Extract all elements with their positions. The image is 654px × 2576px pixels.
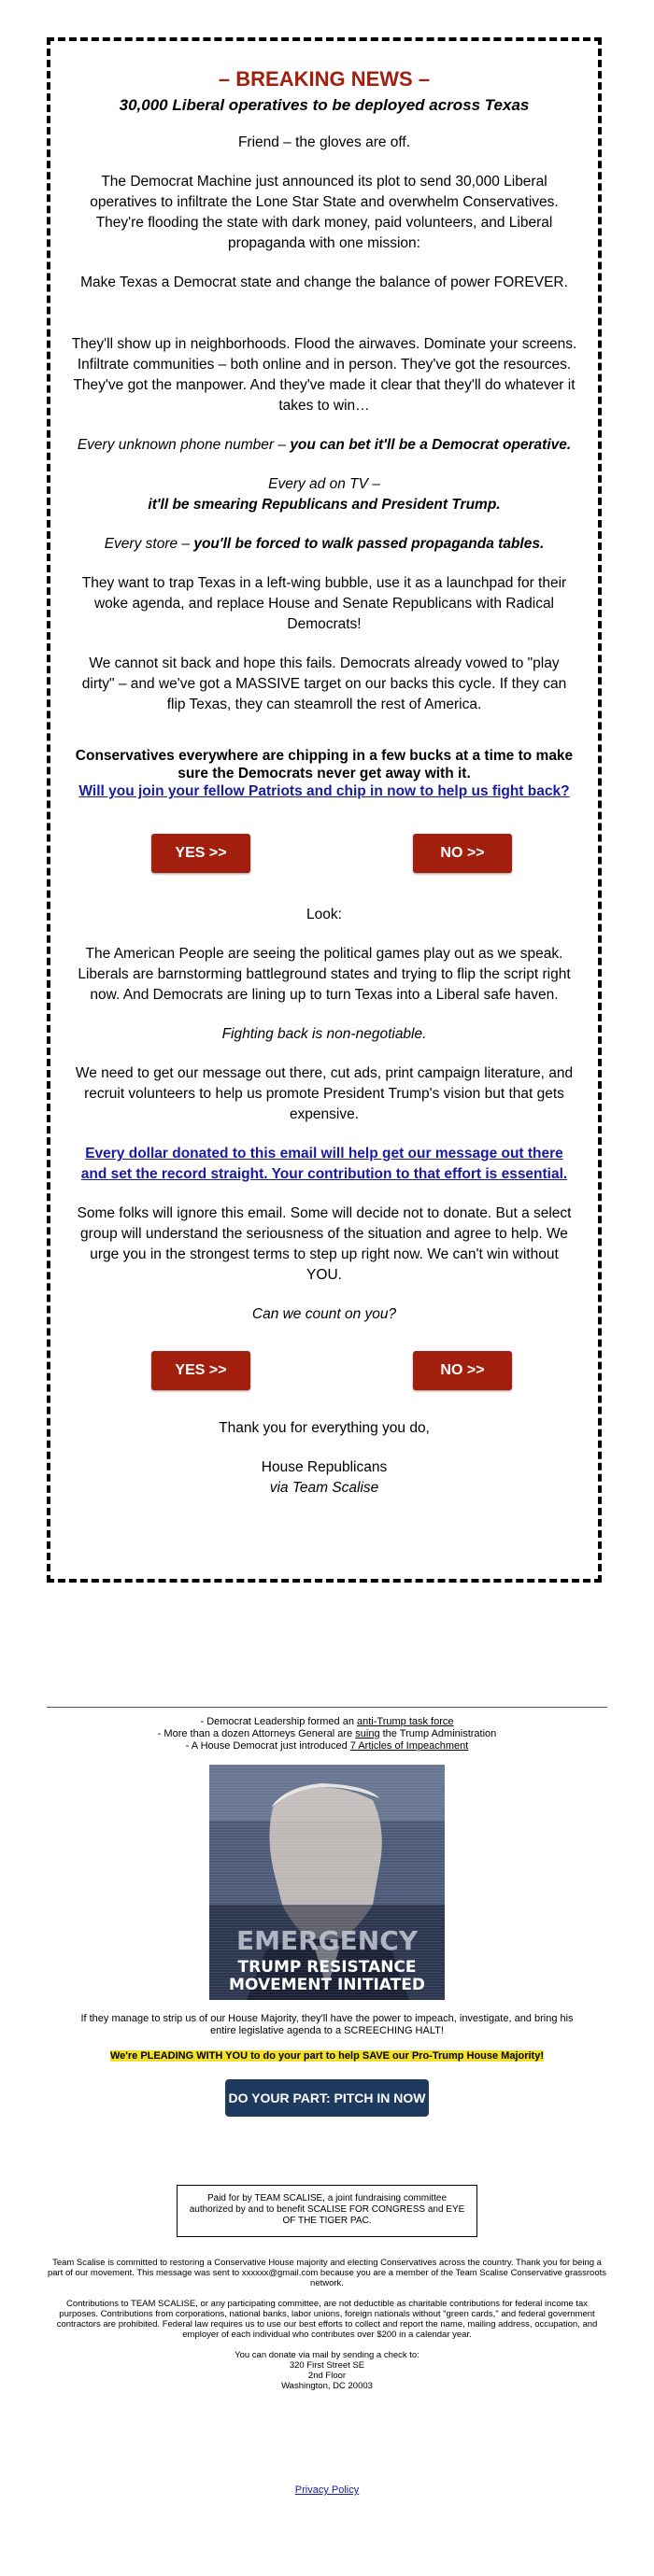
contribution-text: Contributions to TEAM SCALISE, or any participating committee, are not deductible as charitable contributions for federal income tax purposes. Contributions from corporations, national banks, labor unions, foreign nationals without "green cards," and federal government contractors are prohibited. Federal law requires us to use our best efforts to collect and report the name, mailing address, occupation, and employer of each individual who contributes over $200 in a calendar year.: [56, 2299, 598, 2340]
paragraph-8: We need to get our message out there, cut ads, print campaign literature, and recruit volunteers to help us promote President Trump's vision but that gets expensive.: [75, 1065, 574, 1122]
link-2-wrap: [71, 1144, 577, 1185]
bullet-2-text: - More than a dozen Attorneys General are: [157, 1728, 356, 1739]
paragraph-5: We cannot sit back and hope this fails. Democrats already vowed to "play dirty" – and we've got a MASSIVE target on our backs this cycle. If they can flip Texas, they can steamroll the rest of America.: [81, 655, 567, 712]
link-1-wrap: [71, 782, 577, 800]
bullet-2: [47, 1728, 607, 1740]
thanks: Thank you for everything you do,: [219, 1420, 430, 1436]
image-text-movement: MOVEMENT INITIATED: [229, 1976, 425, 1994]
mail-line-4: Washington, DC 20003: [281, 2381, 373, 2391]
paragraph-9: Some folks will ignore this email. Some will decide not to donate. But a select group will understand the seriousness of the situation and agree to help. We urge you in the strongest terms to step up right now. We can't win without YOU.: [77, 1205, 572, 1283]
bullet-3-text: - A House Democrat just introduced: [185, 1740, 350, 1752]
headline: – BREAKING NEWS –: [218, 67, 431, 91]
greeting: Friend – the gloves are off.: [237, 134, 411, 150]
paid-for-text: Paid for by TEAM SCALISE, a joint fundraising committee authorized by and to benefit SCALISE FOR CONGRESS and EYE OF THE TIGER PAC.: [189, 2193, 465, 2226]
emergency-image[interactable]: [209, 1765, 445, 2000]
bullet-3-link[interactable]: 7 Articles of Impeachment: [349, 1740, 469, 1752]
paid-for-box: [177, 2185, 477, 2237]
phone-bold: you can bet it'll be a Democrat operative.: [290, 437, 572, 453]
paragraph-4: They want to trap Texas in a left-wing bubble, use it as a launchpad for their woke agenda, and replace House and Senate Republicans with Radical Democrats!: [81, 575, 567, 632]
bullet-2-post: the Trump Administration: [379, 1728, 497, 1739]
look-line: Look:: [306, 907, 342, 922]
bullet-1-link[interactable]: anti-Trump task force: [357, 1716, 454, 1727]
phone-lead: Every unknown phone number –: [77, 437, 286, 453]
phone-line: [71, 435, 577, 456]
image-text-resistance: TRUMP RESISTANCE: [237, 1958, 417, 1977]
mail-line-1: You can donate via mail by sending a check to:: [235, 2350, 419, 2360]
warning-text: If they manage to strip us of our House Majority, they'll have the power to impeach, investigate, and bring his entire legislative agenda to a SCREECHING HALT!: [80, 2013, 574, 2036]
email-frame: [47, 37, 602, 1583]
privacy-wrap: [47, 2485, 607, 2497]
donate-link-2[interactable]: Every dollar donated to this email will help get our message out there and set the record straight. Your contribution to that effort is essential.: [80, 1146, 568, 1182]
no-button[interactable]: NO >>: [413, 834, 512, 873]
paragraph-1: The Democrat Machine just announced its plot to send 30,000 Liberal operatives to infiltrate the Lone Star State and overwhelm Conservatives. They're flooding the state with dark money, paid volunteers, and Liberal propaganda with one mission:: [90, 174, 559, 251]
signature-via: via Team Scalise: [269, 1480, 379, 1496]
paragraph-10: Can we count on you?: [251, 1306, 397, 1322]
portrait-illustration: [209, 1765, 445, 2000]
bold-callout: Conservatives everywhere are chipping in a few bucks at a time to make sure the Democrats never get away with it.: [75, 748, 574, 781]
paragraph-2: Make Texas a Democrat state and change the balance of power FOREVER.: [80, 274, 568, 290]
bullet-1: [47, 1716, 607, 1728]
footer: [47, 1716, 607, 2497]
pitch-in-button[interactable]: DO YOUR PART: PITCH IN NOW: [225, 2079, 429, 2117]
yes-button[interactable]: YES >>: [151, 834, 250, 873]
tv-lead: Every ad on TV –: [268, 476, 380, 492]
donate-link-1[interactable]: Will you join your fellow Patriots and chip in now to help us fight back?: [78, 783, 570, 799]
signature-name: House Republicans: [261, 1459, 388, 1475]
bullet-3: [47, 1740, 607, 1753]
store-line: [71, 534, 577, 555]
no-button-2[interactable]: NO >>: [413, 1351, 512, 1390]
button-row-1: [71, 834, 577, 873]
store-lead: Every store –: [104, 536, 191, 552]
tv-bold: it'll be smearing Republicans and President Trump.: [148, 497, 501, 513]
button-row-2: [71, 1351, 577, 1390]
paragraph-6: The American People are seeing the political games play out as we speak. Liberals are barnstorming battleground states and trying to flip the script right now. And Democrats are lining up to turn Texas into a Liberal safe haven.: [78, 946, 571, 1003]
yes-button-2[interactable]: YES >>: [151, 1351, 250, 1390]
bullet-1-text: - Democrat Leadership formed an: [200, 1716, 357, 1727]
image-text-emergency: EMERGENCY: [235, 1925, 419, 1956]
paragraph-7: Fighting back is non-negotiable.: [221, 1026, 427, 1042]
bullet-2-link[interactable]: suing: [355, 1728, 380, 1739]
mail-line-2: 320 First Street SE: [289, 2360, 365, 2371]
mail-line-3: 2nd Floor: [307, 2371, 347, 2381]
plead-highlight: We're PLEADING WITH YOU to do your part to help SAVE our Pro-Trump House Majority!: [109, 2050, 545, 2062]
store-bold: you'll be forced to walk passed propaganda tables.: [193, 536, 545, 552]
paragraph-3: They'll show up in neighborhoods. Flood the airwaves. Dominate your screens. Infiltrate communities – both online and in person. They've got the resources. They've got the manpower. And they've made it clear that they'll do whatever it takes to win…: [71, 336, 577, 414]
commitment-text: Team Scalise is committed to restoring a Conservative House majority and electing Conservatives across the country. Thank you for being a part of our movement. This message was sent to xxxxxx@gmail.com because you are a member of the Team Scalise Conservative grassroots network.: [47, 2258, 607, 2288]
privacy-policy-link[interactable]: Privacy Policy: [294, 2485, 360, 2496]
divider: [47, 1707, 607, 1708]
subhead: 30,000 Liberal operatives to be deployed across Texas: [119, 96, 530, 114]
plead-line: [47, 2050, 607, 2062]
